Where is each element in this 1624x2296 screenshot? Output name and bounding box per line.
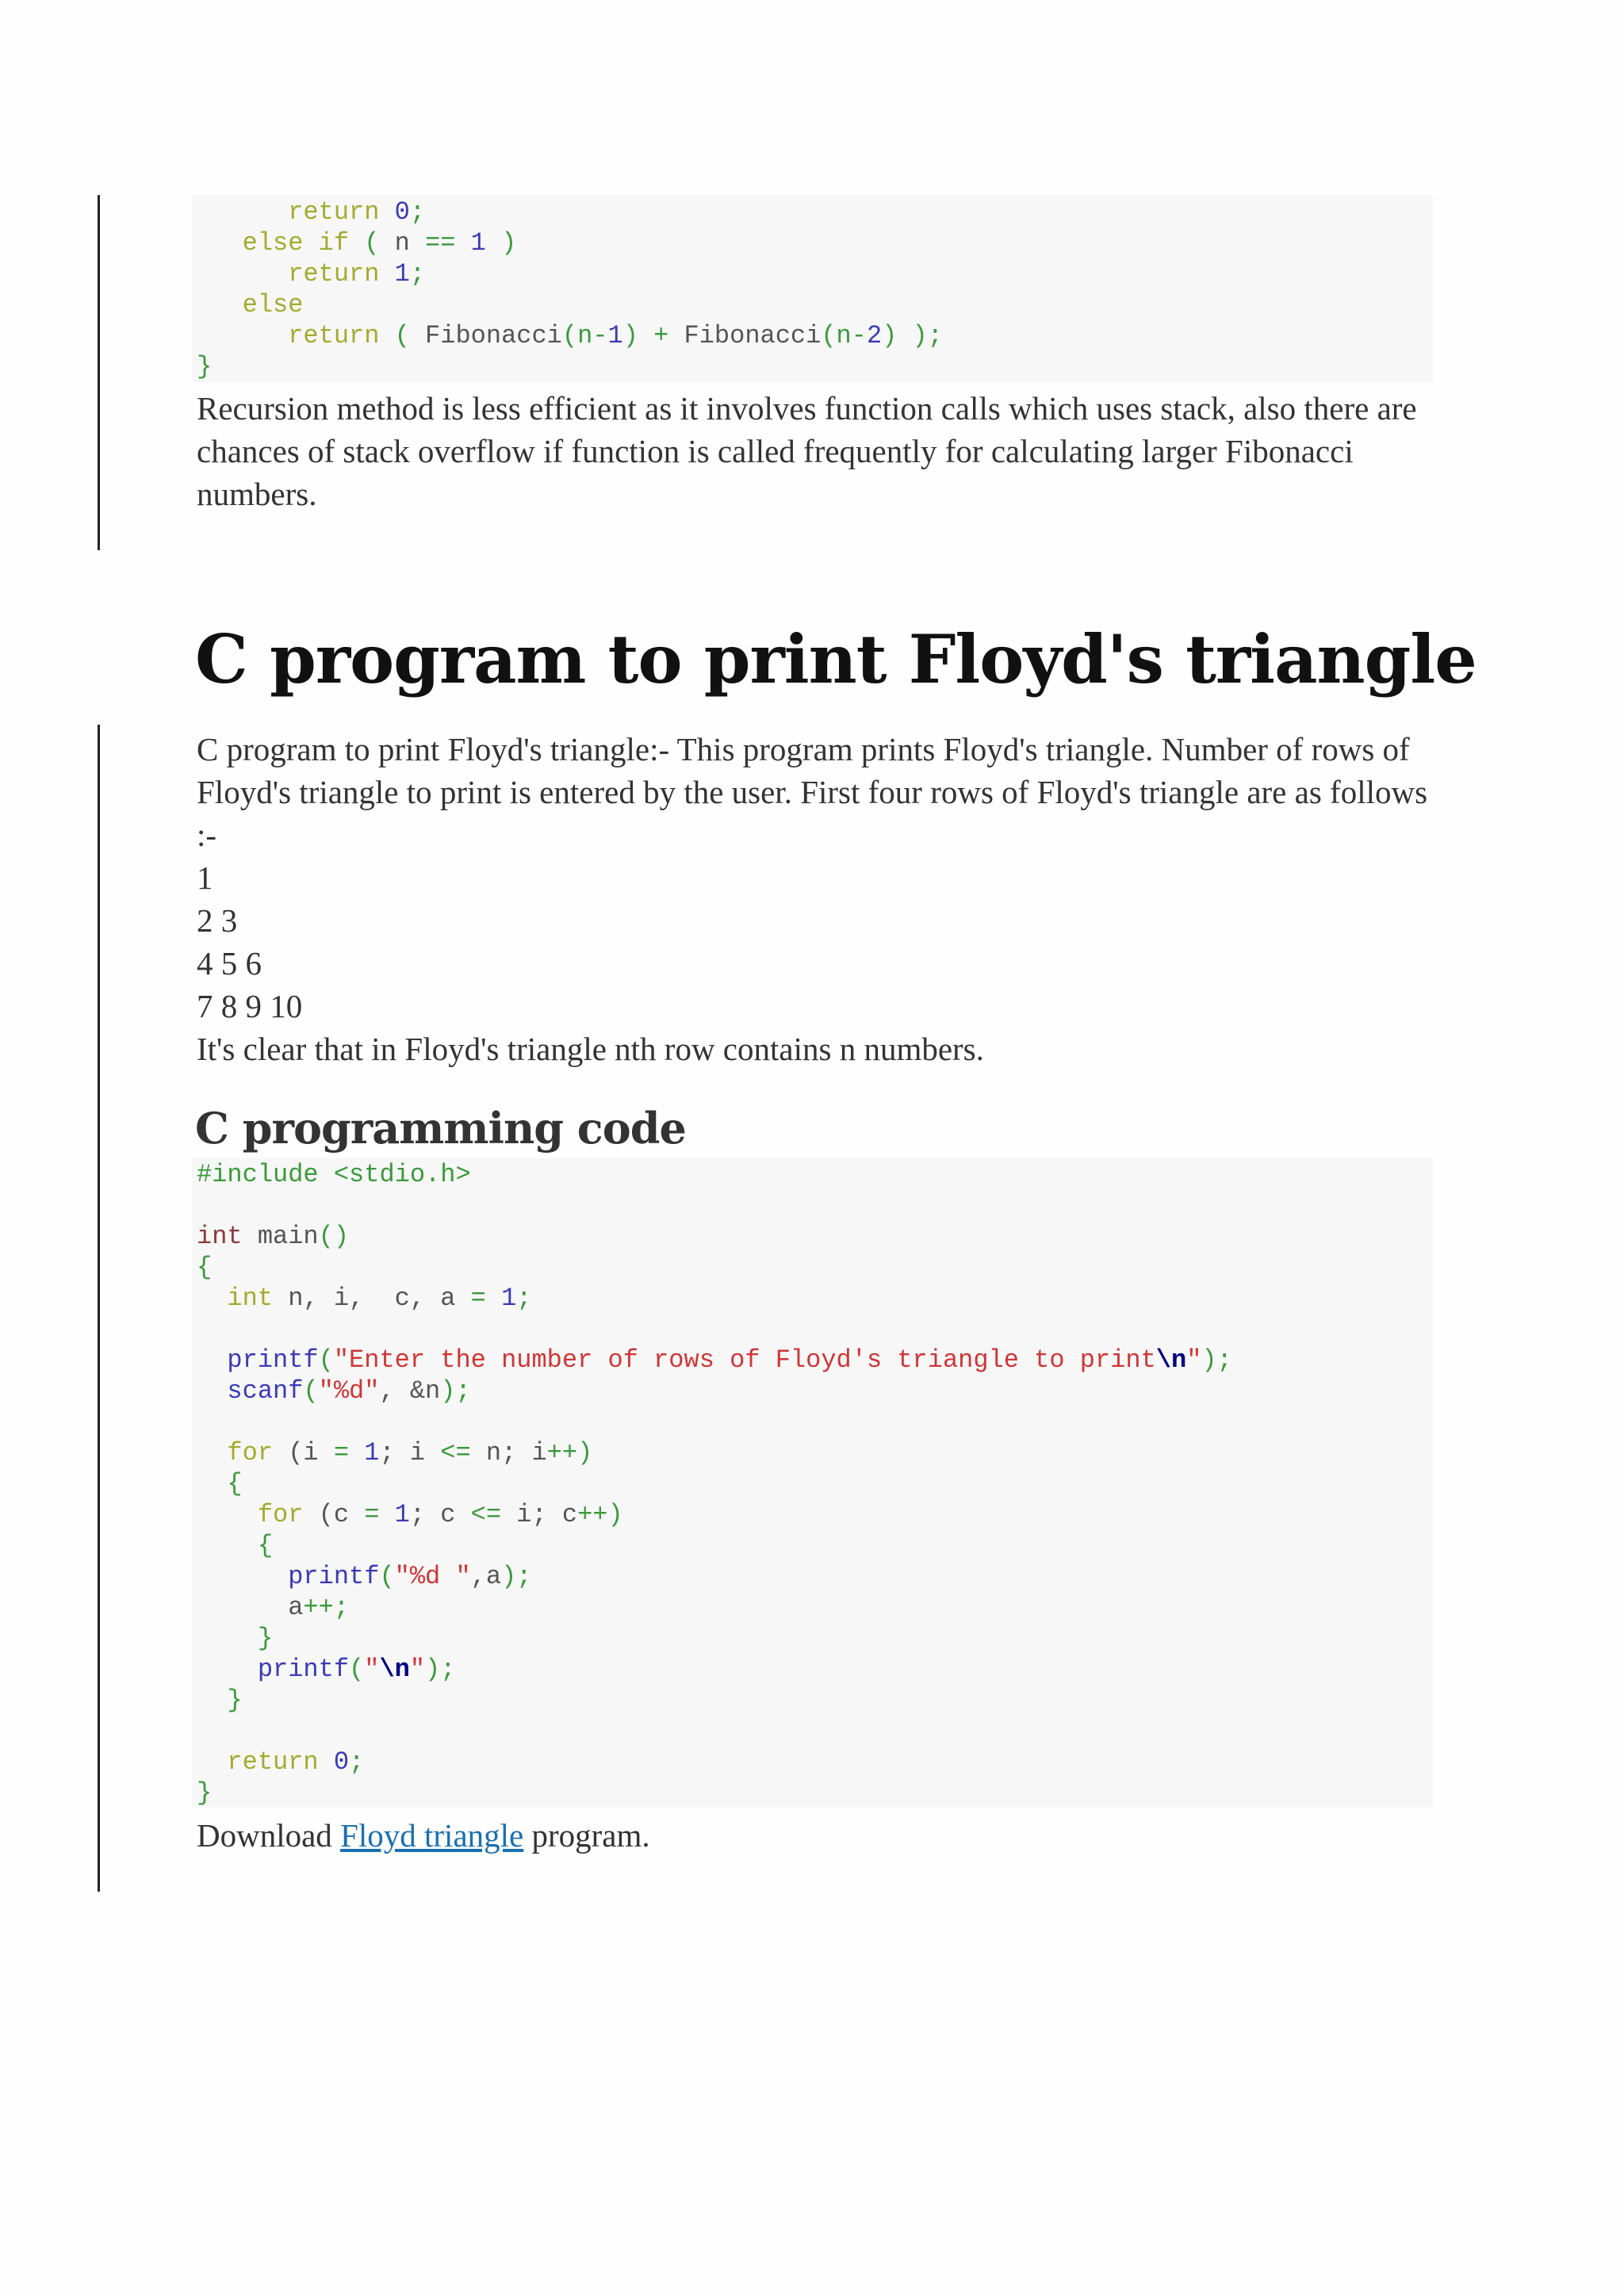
code-variable: n, i, c, a xyxy=(273,1284,471,1313)
code-variable: n; i xyxy=(470,1438,547,1468)
code-function: printf xyxy=(288,1562,380,1591)
code-preprocessor: #include <stdio.h> xyxy=(197,1160,471,1189)
code-line xyxy=(197,1468,1428,1499)
code-punct: { xyxy=(257,1531,274,1560)
code-punct: ; xyxy=(409,259,426,289)
code-keyword: else xyxy=(242,290,304,320)
code-variable: (i xyxy=(273,1438,334,1468)
code-heading: C programming code xyxy=(195,1103,686,1154)
download-suffix: program. xyxy=(523,1817,650,1854)
code-line xyxy=(197,1530,1428,1561)
code-variable: a xyxy=(288,1593,304,1622)
code-number: 2 xyxy=(866,321,883,350)
code-keyword: return xyxy=(288,259,380,289)
code-number: 1 xyxy=(607,321,623,350)
code-keyword: int xyxy=(227,1284,274,1313)
code-keyword: return xyxy=(227,1747,319,1777)
code-string: " xyxy=(1186,1345,1202,1375)
code-line xyxy=(197,1376,1428,1406)
code-punct: ( xyxy=(349,1655,365,1684)
code-line xyxy=(197,197,1428,228)
code-function: Fibonacci xyxy=(425,321,562,350)
code-keyword: return xyxy=(288,197,380,227)
code-punct: ( xyxy=(394,321,410,350)
code-line xyxy=(197,1345,1428,1376)
code-operator: ++) xyxy=(577,1500,623,1529)
code-punct: } xyxy=(197,1778,213,1808)
code-escape: \n xyxy=(379,1655,410,1684)
floyd-code-block xyxy=(192,1158,1433,1808)
code-punct: ); xyxy=(425,1655,456,1684)
triangle-row: 7 8 9 10 xyxy=(197,988,303,1024)
code-keyword: for xyxy=(257,1500,304,1529)
code-number: 0 xyxy=(333,1747,350,1777)
code-punct: { xyxy=(227,1469,243,1498)
code-line xyxy=(197,1314,1428,1345)
code-type: int xyxy=(197,1222,243,1251)
code-function: Fibonacci xyxy=(684,321,822,350)
download-line xyxy=(197,1814,1442,1857)
code-variable: ; c xyxy=(409,1500,471,1529)
code-string: "Enter the number of rows of Floyd's triangle to print xyxy=(333,1345,1156,1375)
code-keyword: return xyxy=(288,321,380,350)
code-punct: ; xyxy=(349,1747,365,1777)
code-line xyxy=(197,1592,1428,1623)
code-punct: ; xyxy=(516,1284,532,1313)
code-variable: i; c xyxy=(501,1500,578,1529)
code-punct: ( xyxy=(379,1562,395,1591)
code-line xyxy=(197,1716,1428,1747)
code-variable: n xyxy=(394,228,410,258)
code-line xyxy=(197,1654,1428,1685)
code-function: printf xyxy=(257,1655,350,1684)
code-string: " xyxy=(364,1655,380,1684)
code-operator: ++; xyxy=(303,1593,350,1622)
code-line xyxy=(197,1685,1428,1716)
code-operator: = xyxy=(333,1438,350,1468)
code-punct: ( xyxy=(303,1376,319,1406)
code-punct: ( xyxy=(364,228,380,258)
code-line xyxy=(197,1190,1428,1221)
floyd-description xyxy=(197,728,1442,1070)
code-line xyxy=(197,1221,1428,1252)
code-line xyxy=(197,1747,1428,1777)
code-line xyxy=(197,289,1428,320)
code-punct: ); xyxy=(501,1562,532,1591)
code-variable: (c xyxy=(303,1500,365,1529)
code-operator: <= xyxy=(440,1438,471,1468)
download-prefix: Download xyxy=(197,1817,341,1854)
code-escape: \n xyxy=(1155,1345,1187,1375)
triangle-row: 2 3 xyxy=(197,902,238,939)
code-number: 1 xyxy=(364,1438,380,1468)
code-line xyxy=(197,1623,1428,1654)
code-line xyxy=(197,1252,1428,1283)
code-keyword: else if xyxy=(242,228,350,258)
code-punct: ) xyxy=(882,321,898,350)
code-punct: ) xyxy=(622,321,638,350)
code-string: " xyxy=(409,1655,426,1684)
code-punct: (n- xyxy=(561,321,608,350)
code-number: 1 xyxy=(394,259,410,289)
fibonacci-code-block xyxy=(192,195,1433,382)
code-variable: , &n xyxy=(379,1376,441,1406)
code-punct: } xyxy=(197,352,213,381)
code-punct: } xyxy=(227,1686,243,1715)
code-punct: ); xyxy=(912,321,943,350)
triangle-row: 1 xyxy=(197,859,213,896)
page-title: C program to print Floyd's triangle xyxy=(195,620,1477,698)
code-punct: () xyxy=(318,1222,350,1251)
code-line xyxy=(197,1777,1428,1808)
floyd-intro: C program to print Floyd's triangle:- This program prints Floyd's triangle. Number of rows of Floyd's triangle to print is entered by the user. First four rows of Floyd's triangle are as follows :- xyxy=(197,731,1428,853)
code-operator: == xyxy=(425,228,456,258)
floyd-triangle-link[interactable]: Floyd triangle xyxy=(340,1817,524,1854)
blockquote-bar-bottom xyxy=(98,725,100,1892)
code-line xyxy=(197,320,1428,351)
code-function: printf xyxy=(227,1345,319,1375)
code-line xyxy=(197,1499,1428,1530)
code-punct: { xyxy=(197,1253,213,1282)
code-variable: ,a xyxy=(470,1562,502,1591)
code-function: scanf xyxy=(227,1376,304,1406)
code-line xyxy=(197,1561,1428,1592)
code-line xyxy=(197,1406,1428,1437)
code-string: "%d" xyxy=(318,1376,380,1406)
code-line xyxy=(197,1437,1428,1468)
blockquote-bar-top xyxy=(98,195,100,550)
code-punct: (n- xyxy=(821,321,867,350)
code-string: "%d " xyxy=(394,1562,471,1591)
code-number: 0 xyxy=(394,197,410,227)
code-line xyxy=(197,351,1428,382)
floyd-note: It's clear that in Floyd's triangle nth row contains n numbers. xyxy=(197,1031,984,1067)
code-operator: <= xyxy=(470,1500,502,1529)
code-operator: = xyxy=(364,1500,380,1529)
code-punct: ; xyxy=(409,197,426,227)
triangle-row: 4 5 6 xyxy=(197,945,262,982)
code-number: 1 xyxy=(394,1500,410,1529)
code-line xyxy=(197,228,1428,258)
code-punct: ); xyxy=(1201,1345,1232,1375)
code-keyword: for xyxy=(227,1438,274,1468)
code-operator: ++) xyxy=(546,1438,593,1468)
code-operator: + xyxy=(653,321,669,350)
code-punct: ) xyxy=(501,228,517,258)
code-number: 1 xyxy=(501,1284,517,1313)
code-line xyxy=(197,258,1428,289)
code-punct: ( xyxy=(318,1345,334,1375)
recursion-note: Recursion method is less efficient as it involves function calls which uses stack, also there are chances of stack overflow if function is called frequently for calculating larger Fibonacci numbers. xyxy=(197,390,1417,512)
code-operator: = xyxy=(470,1284,486,1313)
code-number: 1 xyxy=(470,228,486,258)
code-punct: ); xyxy=(440,1376,471,1406)
code-punct: } xyxy=(257,1624,274,1653)
code-function: main xyxy=(242,1222,319,1251)
code-line xyxy=(197,1159,1428,1190)
code-variable: ; i xyxy=(379,1438,441,1468)
code-line xyxy=(197,1283,1428,1314)
